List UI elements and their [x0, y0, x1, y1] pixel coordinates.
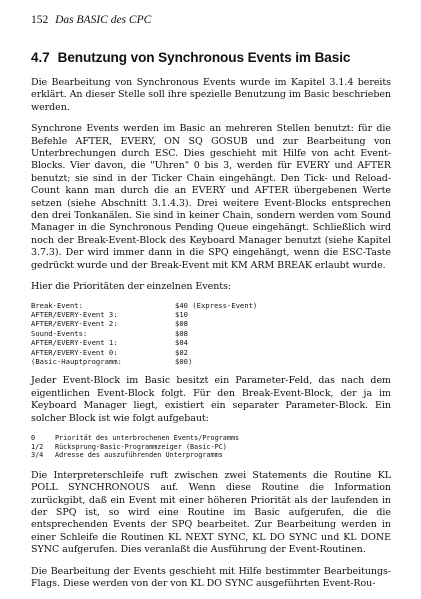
paragraph-intro: Die Bearbeitung von Synchronous Events wurde im Kapitel 3.1.4 bereits erklärt. An dieser Stelle soll ihre spezielle Benutzung im Basic beschrieben werden. [31, 77, 391, 113]
field-offset: 3/4 [31, 451, 44, 460]
list-item [31, 451, 391, 460]
paragraph-priorities-lead: Hier die Prioritäten der einzelnen Events: [31, 281, 232, 293]
paragraph-synchronous-events: Synchrone Events werden im Basic an mehreren Stellen benutzt: für die Befehle AFTER, EVERY, ON SQ GOSUB und zur Bearbeitung von Unterbrechungen durch ESC. Dies geschieht mit Hilfe von acht Event-Blocks. Vier davon, die "Uhren" 0 bis 3, werden für EVERY und AFTER benutzt; sie sind in der Ticker Chain eingehängt. Den Tick- und Reload-Count kann man durch die an EVERY und AFTER übergebenen Werte setzen (siehe Abschnitt 3.1.4.3). Drei weitere Event-Blocks entsprechen den drei Tonkanälen. Sie sind in keiner Chain, sondern werden vom Sound Manager in die Synchronous Pending Queue eingehängt. Schließlich wird noch der Break-Event-Block des Keyboard Manager benutzt (siehe Kapitel 3.7.3). Der wird immer dann in die SPQ eingehängt, wenn die ESC-Taste gedrückt wurde und der Break-Event mit KM ARM BREAK erlaubt wurde. [31, 123, 391, 271]
table-row [31, 310, 391, 319]
running-title: Das BASIC des CPC [55, 14, 152, 26]
field-offset: 1/2 [31, 442, 44, 451]
event-priority: $08 [175, 319, 188, 329]
section-heading [31, 50, 391, 65]
field-description: Rücksprung-Basic-Programmzeiger (Basic-PC) [55, 442, 227, 451]
table-row [31, 338, 391, 347]
event-priority: $08 [175, 328, 188, 338]
event-name: AFTER/EVERY-Event 3: [31, 309, 118, 319]
section-title: Benutzung von Synchronous Events im Basic [57, 50, 351, 65]
running-header [31, 14, 391, 30]
section-number: 4.7 [31, 50, 50, 65]
event-name: AFTER/EVERY-Event 2: [31, 319, 118, 329]
book-page [31, 14, 391, 599]
priority-table [31, 301, 391, 367]
table-row [31, 348, 391, 357]
field-description: Adresse des auszuführenden Unterprogramms [55, 451, 223, 460]
event-name: Sound-Events: [31, 328, 88, 338]
field-description: Priorität des unterbrochenen Events/Programms [55, 433, 240, 442]
table-row [31, 319, 391, 328]
event-priority: $10 [175, 309, 188, 319]
event-priority: $02 [175, 347, 188, 357]
event-name: (Basic-Hauptprogramm: [31, 356, 122, 366]
event-name: AFTER/EVERY-Event 1: [31, 338, 118, 348]
page-number: 152 [31, 14, 49, 26]
event-priority: $00) [175, 356, 193, 366]
table-row [31, 329, 391, 338]
paragraph-interpreter-loop: Die Interpreterschleife ruft zwischen zwei Statements die Routine KL POLL SYNCHRONOUS auf. Wenn diese Routine die Information zurückgibt, daß ein Event mit einer höheren Priorität als der laufenden in der SPQ ist, so wird eine Routine im Basic aufgerufen, die die entsprechenden Events der SPQ bearbeitet. Zur Bearbeitung werden in einer Schleife die Routinen KL NEXT SYNC, KL DO SYNC und KL DONE SYNC aufgerufen. Dies veranlaßt die Ausführung der Event-Routinen. [31, 469, 391, 556]
event-name: AFTER/EVERY-Event 0: [31, 347, 118, 357]
paragraph-processing-flags: Die Bearbeitung der Events geschieht mit Hilfe bestimmter Bearbeitungs-Flags. Diese werden von der von KL DO SYNC ausgeführten Event-Rou- [31, 565, 391, 589]
paragraph-parameter-field: Jeder Event-Block im Basic besitzt ein Parameter-Feld, das nach dem eigentlichen Event-Block folgt. Für den Break-Event-Block, der ja im Keyboard Manager liegt, existiert ein separater Parameter-Block. Ein solcher Block ist wie folgt aufgebaut: [31, 375, 391, 424]
event-priority: $04 [175, 338, 188, 348]
field-offset: 0 [31, 433, 36, 442]
event-priority: $40 (Express-Event) [175, 300, 258, 310]
list-item [31, 443, 391, 452]
event-name: Break-Event: [31, 300, 83, 310]
parameter-block-legend [31, 434, 391, 460]
table-row [31, 301, 391, 310]
list-item [31, 434, 391, 443]
table-row [31, 357, 391, 366]
